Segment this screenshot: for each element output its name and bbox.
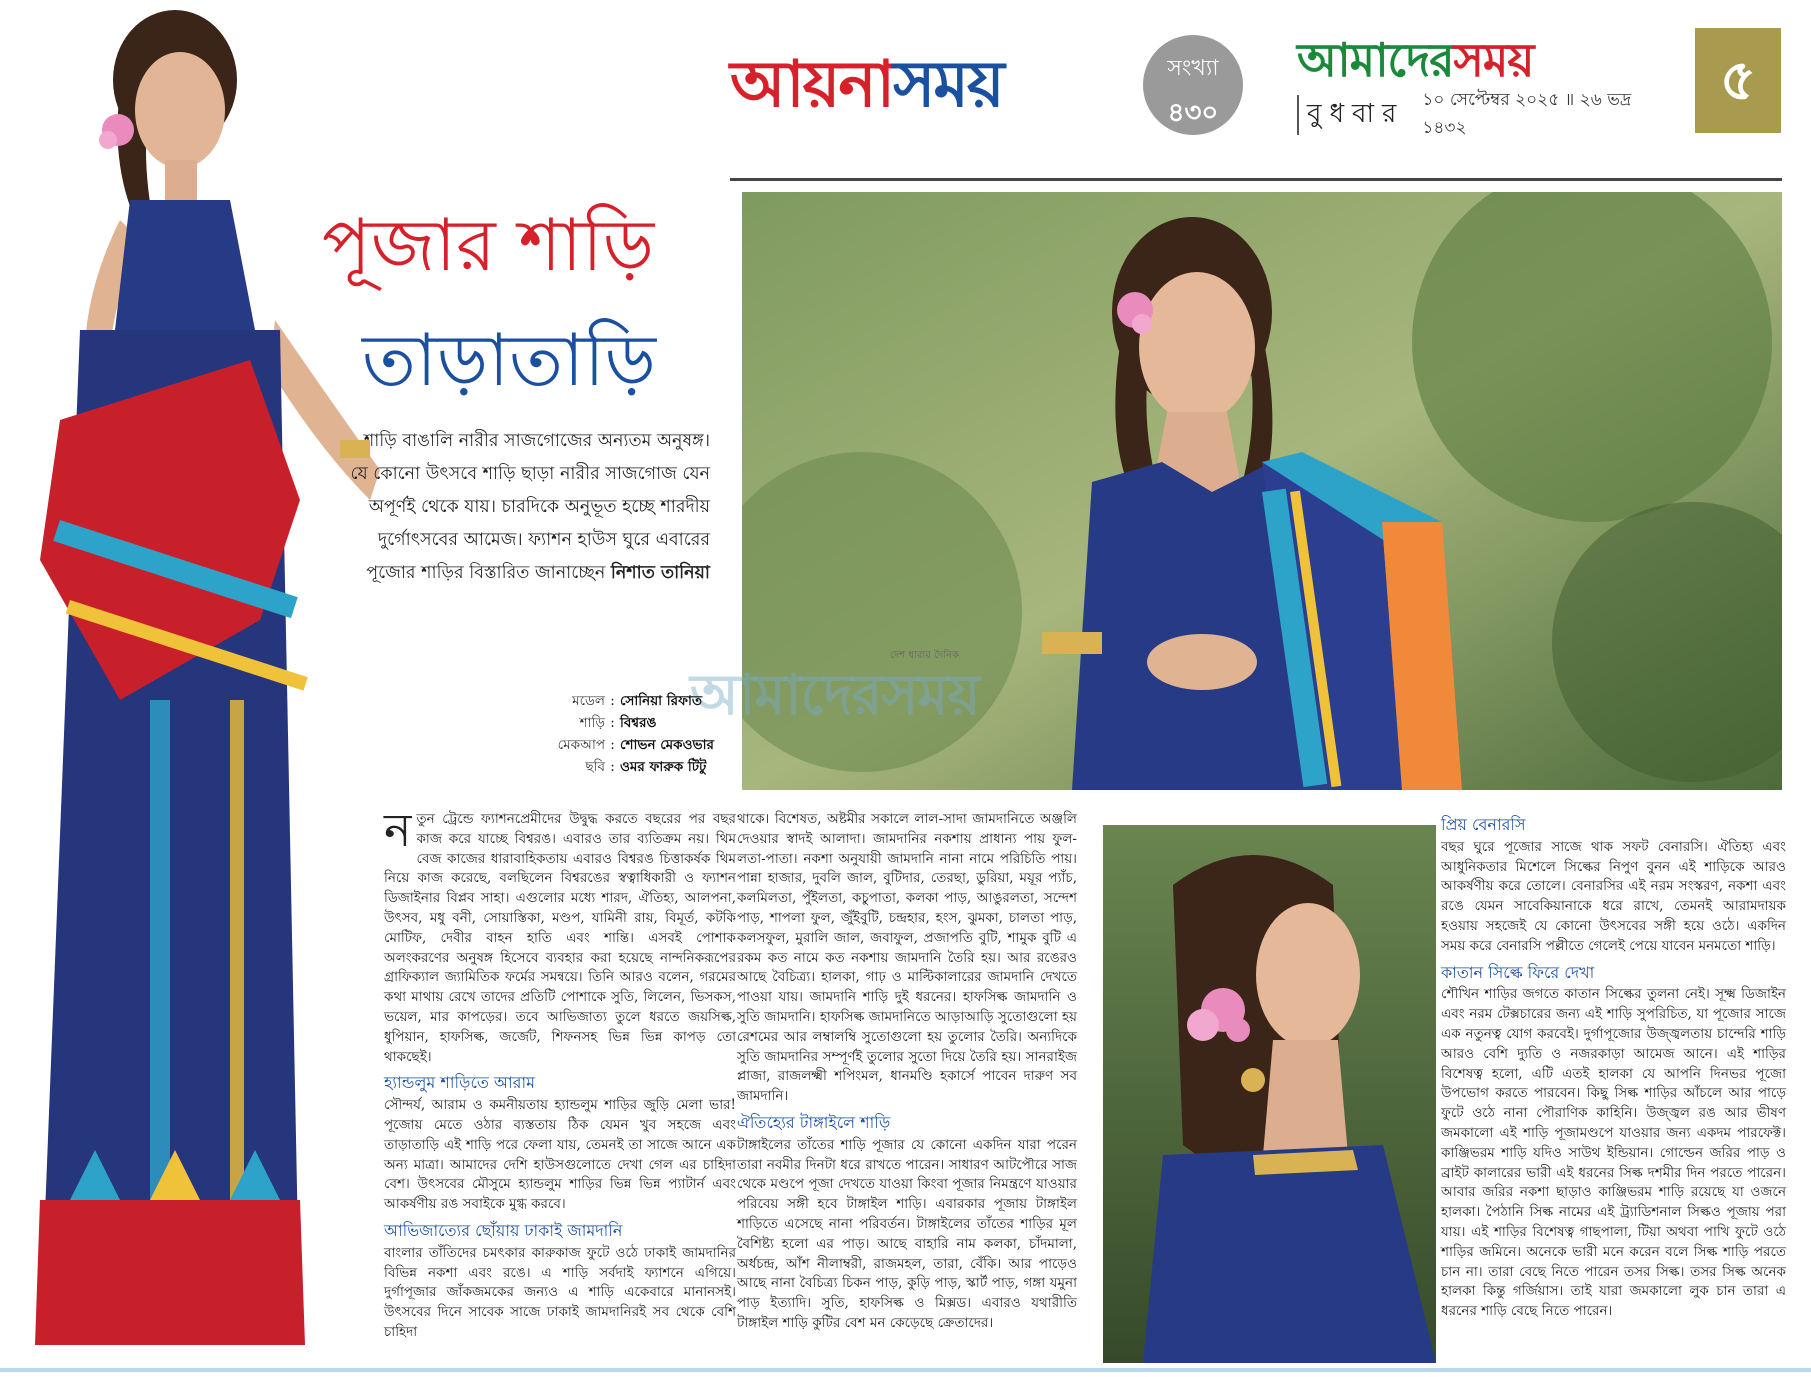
credit-row: মেকআপ : শোভন মেকওভার (520, 734, 735, 756)
section-heading-jamdani: আভিজাত্যের ছোঁয়ায় ঢাকাই জামদানি (384, 1220, 623, 1240)
section-heading-tangail: ঐতিহ্যের টাঙ্গাইলে শাড়ি (737, 1112, 891, 1132)
paragraph: শৌখিন শাড়ির জগতে কাতান সিল্কের তুলনা নেই। সূক্ষ্ম ডিজাইন এবং নরম টেক্সচারের জন্য এই শাড়ি সুপরিচিত, যা পূজোর সাজে এক নতুনত্ব যোগ করবেই। দুর্গাপূজোর উজ্জ্বলতায় চান্দেরি শাড়ি আরও বেশি দ্যুতি ও নজরকাড়া আমেজ আনে। এই শাড়ির বিশেষত্ব হলো, এটি এতই হালকা যে আপনি দিনভর পূজো উপভোগ করতে পারবেন। কিছু সিল্ক শাড়ির আঁচলে আর পাড়ে ফুটে ওঠে নানা পৌরাণিক কাহিনি। উজ্জ্বল রঙ আর ভীষণ জমকালো এই শাড়ি পূজামণ্ডপে যাওয়ার জন্য একদম পারফেক্ট। কাঞ্জিভরম শাড়ি যদিও সাউথ ইন্ডিয়ান। গোল্ডেন জরির পাড় ও ব্রাইট কালারের ভারী এই ধরনের সিল্ক দশমীর দিন পরতে পারেন। আবার জরির নকশা ছাড়াও কাঞ্জিভরম শাড়ি রয়েছে যা ওজনে হালকা। পৈঠানি সিল্ক নামের এই ট্র্যাডিশনাল সিল্কও পূজায় পরা যায়। এই শাড়ির বিশেষত্ব গাছপালা, টিয়া অথবা পাখি ফুটে ওঠে শাড়ির জমিনে। অনেকে ভারী মনে করেন বলে সিল্ক শাড়ি পরতে চান না। তারা বেছে নিতে পারেন তসর সিল্ক। তসর সিল্ক অনেক হালকা কিন্তু গর্জিয়াস। তাই যারা জমকালো লুক চান তারা এ ধরনের শাড়ি বেছে নিতে পারেন। (1441, 986, 1786, 1320)
page-number: ৫ (1695, 28, 1781, 133)
publication-date: ১০ সেপ্টেম্বর ২০২৫ ॥ ২৬ ভদ্র ১৪৩২ (1422, 90, 1632, 138)
headline-line-1: পূজার শাড়ি (322, 203, 655, 287)
paragraph: নতুন ট্রেন্ডে ফ্যাশনপ্রেমীদের উদ্বুদ্ধ করতে বছরের পর বছর কাজ করে যাচ্ছে বিশ্বরঙ। এবারও তার ব্যতিক্রম নয়। থিম বেজ কাজের ধারাবাহিকতায় এবারও বিশ্বরঙ চিত্তাকর্ষক থিম নিয়ে কাজ করেছে, বলছিলেন বিশ্বরঙের স্বত্বাধিকারী ও ফ্যাশন ডিজাইনার বিপ্লব সাহা। এগুলোর মধ্যে শারদ, ঐতিহ্য, আলপনা, উৎসব, মধু বনী, সোয়াস্তিকা, মণ্ডপ, যামিনী রায়, বিমূর্ত, কটকি মোটিফ, দেবীর বাহন হাতি এবং শান্তি। এসবই পোশাক অলংকরণের অনুষঙ্গ হিসেবে ব্যবহার করা হয়েছে নান্দনিকরূপের গ্রাফিক্যাল জ্যামিতিক ফর্মের সমন্বয়ে। তিনি আরও বলেন, গরমের কথা মাথায় রেখে তাদের প্রতিটি পোশাকে সুতি, লিলেন, ভিসকস, ভয়েল, মার কাপড়ের। তবে আভিজাত্য তুলে ধরতে জয়সিল্ক, ধুপিয়ান, হাফসিল্ক, জর্জেট, শিফনসহ ভিন্ন ভিন্ন কাপড় তো থাকছেই। (384, 803, 736, 1065)
paragraph: থাকে। বিশেষত, অষ্টমীর সকালে লাল-সাদা জামদানিতে অঞ্জলি দেওয়ার স্বাদই আলাদা। জামদানির নকশায় প্রাধান্য পায় ফুল-লতা-পাতা। নকশা অনুযায়ী জামদানি নানা নামে পরিচিতি পায়। পান্না হাজার, দুবলি জাল, বুটিদার, তেরছা, ডুরিয়া, ময়ূর প্যাঁচ, কলমিলতা, পুঁইলতা, কচুপাতা, কলকা পাড়, আঙুরলতা, সন্দেশ পাড়, শাপলা ফুল, জুঁইবুটি, চন্দ্রহার, হংস, ঝুমকা, চালতা পাড়, কলসফুল, মুরালি জাল, জবাফুল, প্রজাপতি বুটি, শামুক বুটি এ রকম কত নামে কত নকশায় জামদানি তৈরি হয়। আর রঙেরও আছে বৈচিত্র্য। হালকা, গাঢ় ও মাল্টিকালারের জামদানি দেখতে পাওয়া যায়। জামদানি শাড়ি দুই ধরনের। হাফসিল্ক জামদানি ও সুতি জামদানি। হাফসিল্ক জামদানিতে আড়াআড়ি সুতোগুলো হয় রেশমের আর লম্বালম্বি সুতোগুলো হয় তুলোর তৈরি। অন্যদিকে সুতি জামদানির সম্পূর্ণই তুলোর সুতো দিয়ে তৈরি হয়। সানরাইজ প্লাজা, রাজলক্ষ্মী শপিংমল, ধানমণ্ডি হকার্সে পাবেন দারুণ সব জামদানি। (737, 811, 1077, 1105)
watermark-tagline: দেশ ধারার দৈনিক (890, 650, 960, 661)
credit-role: শাড়ি (579, 715, 605, 731)
newspaper-logo-part2: সময় (1453, 33, 1534, 87)
credit-name: বিশ্বরঙ (620, 715, 657, 731)
dateline (1297, 90, 1677, 138)
footer-divider (0, 1368, 1811, 1372)
supplement-title (730, 45, 1110, 125)
paragraph: সৌন্দর্য, আরাম ও কমনীয়তায় হ্যান্ডলুম শাড়ির জুড়ি মেলা ভার! পূজোয় মেতে ওঠার ব্যস্ততায় ঠিক যেমন খুব সহজে এবং তাড়াতাড়ি এই শাড়ি পরে ফেলা যায়, তেমনই তা সাজে আনে এক অন্য মাত্রা। আমাদের দেশি হাউসগুলোতে দেখা গেল এর চাহিদা বেশ। উৎসবের মৌসুমে হ্যান্ডলুম শাড়ির ভিন্ন ভিন্ন প্যাটার্ন এবং আকর্ষণীয় রঙ সবাইকে মুগ্ধ করবে। (384, 1097, 736, 1213)
photo-credits (520, 690, 735, 778)
issue-number: ৪৩০ (1167, 98, 1219, 128)
article-column-2 (737, 810, 1077, 1340)
issue-label: সংখ্যা (1167, 56, 1219, 81)
paragraph: বছর ঘুরে পূজোর সাজে থাক সফট বেনারসি। ঐতিহ্য এবং আধুনিকতার মিশেলে সিল্কের নিপুণ বুনন এই শাড়িকে আরও আকর্ষণীয় করে তোলে। বেনারসির এই নরম সংস্করণ, নকশা এবং রঙে যেমন সাবেকিয়ানাকে ধরে রাখে, তেমনই আরামদায়ক হওয়ায় সহজেই যে কোনো উৎসবের সঙ্গী হয়ে ওঠে। একদিন সময় করে বেনারসি পল্লীতে গেলেই পেয়ে যাবেন মনমতো শাড়ি। (1441, 838, 1786, 954)
credit-name: ওমর ফারুক টিটু (620, 759, 707, 775)
section-heading-handloom: হ্যান্ডলুম শাড়িতে আরাম (384, 1073, 535, 1093)
headline-line-2: তাড়াতাড়ি (362, 318, 657, 402)
article-intro (350, 425, 710, 590)
article-column-1 (384, 803, 736, 1349)
paragraph: বাংলার তাঁতিদের চমৎকার কারুকাজ ফুটে ওঠে ঢাকাই জামদানির বিভিন্ন নকশা এবং রঙে। এ শাড়ি সর্বদাই ফ্যাশনে এগিয়ে। দুর্গাপূজার জাঁকজমকের জন্যও এ শাড়ি একেবারে মানানসই। উৎসবের দিনে সাবেক সাজে ঢাকাই জামদানিরই সব থেকে বেশি চাহিদা (384, 1244, 736, 1340)
credit-row: ছবি : ওমর ফারুক টিটু (520, 756, 735, 778)
supplement-title-part1: আয়না (730, 47, 894, 122)
issue-badge (1143, 35, 1243, 135)
credit-role: মেকআপ (557, 737, 605, 753)
intro-text: শাড়ি বাঙালি নারীর সাজগোজের অন্যতম অনুষঙ্গ। যে কোনো উৎসবে শাড়ি ছাড়া নারীর সাজগোজ যেন অপূর্ণই থেকে যায়। চারদিকে অনুভূত হচ্ছে শারদীয় দুর্গোৎসবের আমেজ। ফ্যাশন হাউস ঘুরে এবারের পূজোর শাড়ির বিস্তারিত জানাচ্ছেন (350, 431, 710, 583)
watermark-logo: আমাদেরসময় (690, 662, 980, 728)
header-divider (730, 178, 1782, 181)
credit-row: মডেল : সোনিয়া রিফাত (520, 690, 735, 712)
model-side-portrait-photo (1103, 825, 1436, 1363)
drop-cap: ন (384, 803, 412, 857)
author-name: নিশাত তানিয়া (610, 563, 710, 583)
newspaper-logo-part1: আমাদের (1297, 33, 1454, 87)
supplement-title-part2: সময় (893, 47, 1003, 122)
section-heading-benarasi: প্রিয় বেনারসি (1441, 815, 1526, 834)
section-heading-katan-silk: কাতান সিল্কে ফিরে দেখা (1441, 962, 1595, 982)
credit-row: শাড়ি : বিশ্বরঙ (520, 712, 735, 734)
paragraph: টাঙ্গাইলের তাঁতের শাড়ি পূজার যে কোনো একদিন যারা পরেন তারা নবমীর দিনটা ধরে রাখতে পারেন। সাধারণ আটপৌরে সাজ থেকে মণ্ডপে পূজা দেখতে যাওয়া কিংবা পূজার নিমন্ত্রণে যাওয়ার পরিবেয় সঙ্গী হবে টাঙ্গাইল শাড়ি। এবারকার পূজায় টাঙ্গাইল শাড়িতে এসেছে নানা পরিবর্তন। টাঙ্গাইলের তাঁতের শাড়ির মূল বৈশিষ্ট্য হলো এর পাড়। আছে বাহারি নাম কলকা, চাঁদমালা, অর্ধচন্দ্র, আঁশ নীলাম্বরী, রাজমহল, তারা, বেঁকি। আর পাড়েও আছে নানা বৈচিত্র্য চিকন পাড়, কুড়ি পাড়, স্কার্ট পাড়, গঙ্গা যমুনা পাড় ইত্যাদি। সুতি, হাফসিল্ক ও মিক্সড। এবারও যথারীতি টাঙ্গাইল শাড়ি কুটির বেশ মন কেড়েছে ক্রেতাদের। (737, 1136, 1077, 1331)
newspaper-logo (1297, 30, 1627, 90)
credit-role: ছবি (585, 759, 605, 775)
credit-name: শোভন মেকওভার (620, 737, 714, 753)
credit-name: সোনিয়া রিফাত (620, 693, 702, 709)
credit-role: মডেল (572, 693, 605, 709)
weekday: বুধবার (1307, 99, 1405, 129)
article-column-3 (1441, 810, 1786, 1328)
